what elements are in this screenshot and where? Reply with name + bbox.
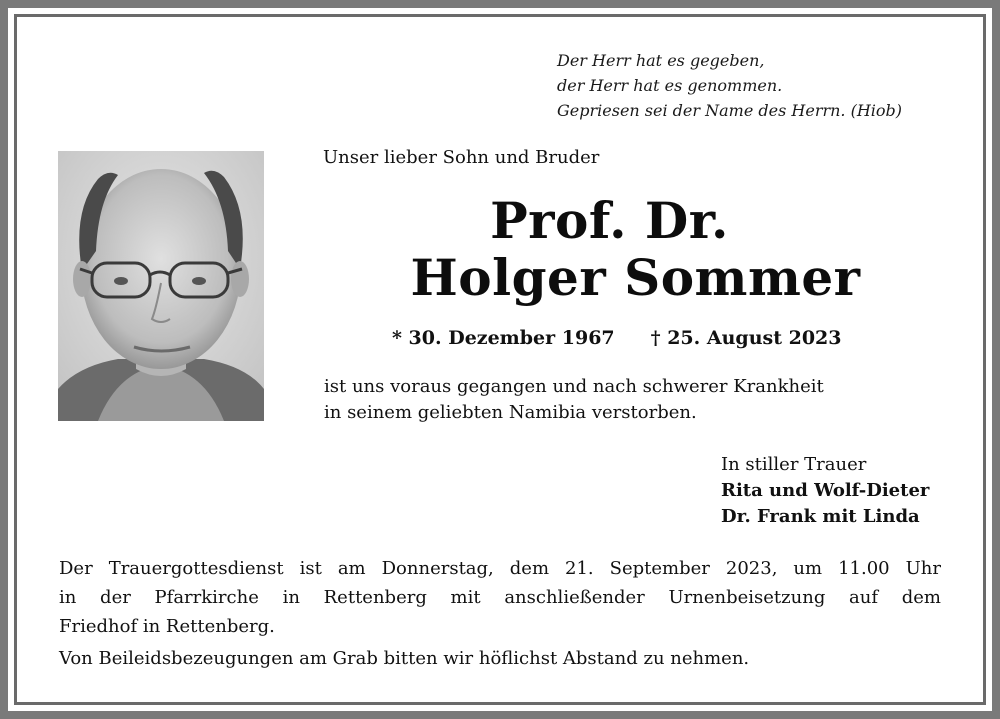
message-line-1: ist uns voraus gegangen und nach schwerer Krankheit xyxy=(324,376,824,397)
mourners-intro: In stiller Trauer xyxy=(721,454,867,475)
bible-quote xyxy=(557,48,902,123)
intro-text: Unser lieber Sohn und Bruder xyxy=(323,147,600,168)
service-line-1: Der Trauergottesdienst ist am Donnerstag, dem 21. September 2023, um 11.00 Uhr xyxy=(59,558,941,579)
portrait-photo xyxy=(58,151,264,421)
quote-line-3: Gepriesen sei der Name des Herrn. (Hiob) xyxy=(557,101,903,120)
mourners-block xyxy=(721,452,929,530)
service-line-2: in der Pfarrkirche in Rettenberg mit anschließender Urnenbeisetzung auf dem xyxy=(59,587,941,608)
message-line-2: in seinem geliebten Namibia verstorben. xyxy=(324,402,697,423)
death-message xyxy=(324,374,824,426)
portrait-image-icon xyxy=(58,151,264,421)
condolence-note: Von Beileidsbezeugungen am Grab bitten wir höflichst Abstand zu nehmen. xyxy=(59,648,750,669)
life-dates xyxy=(392,326,842,350)
deceased-name: Holger Sommer xyxy=(410,248,861,307)
funeral-service-info xyxy=(59,554,941,641)
mourner-name-1: Rita und Wolf-Dieter xyxy=(721,480,930,501)
deceased-name-block xyxy=(360,192,1000,306)
quote-line-2: der Herr hat es genommen. xyxy=(557,76,783,95)
service-line-3: Friedhof in Rettenberg. xyxy=(59,616,275,637)
death-date: † 25. August 2023 xyxy=(650,327,842,349)
mourner-name-2: Dr. Frank mit Linda xyxy=(721,506,920,527)
quote-line-1: Der Herr hat es gegeben, xyxy=(557,51,765,70)
birth-date: * 30. Dezember 1967 xyxy=(392,327,615,349)
deceased-title: Prof. Dr. xyxy=(490,191,729,250)
